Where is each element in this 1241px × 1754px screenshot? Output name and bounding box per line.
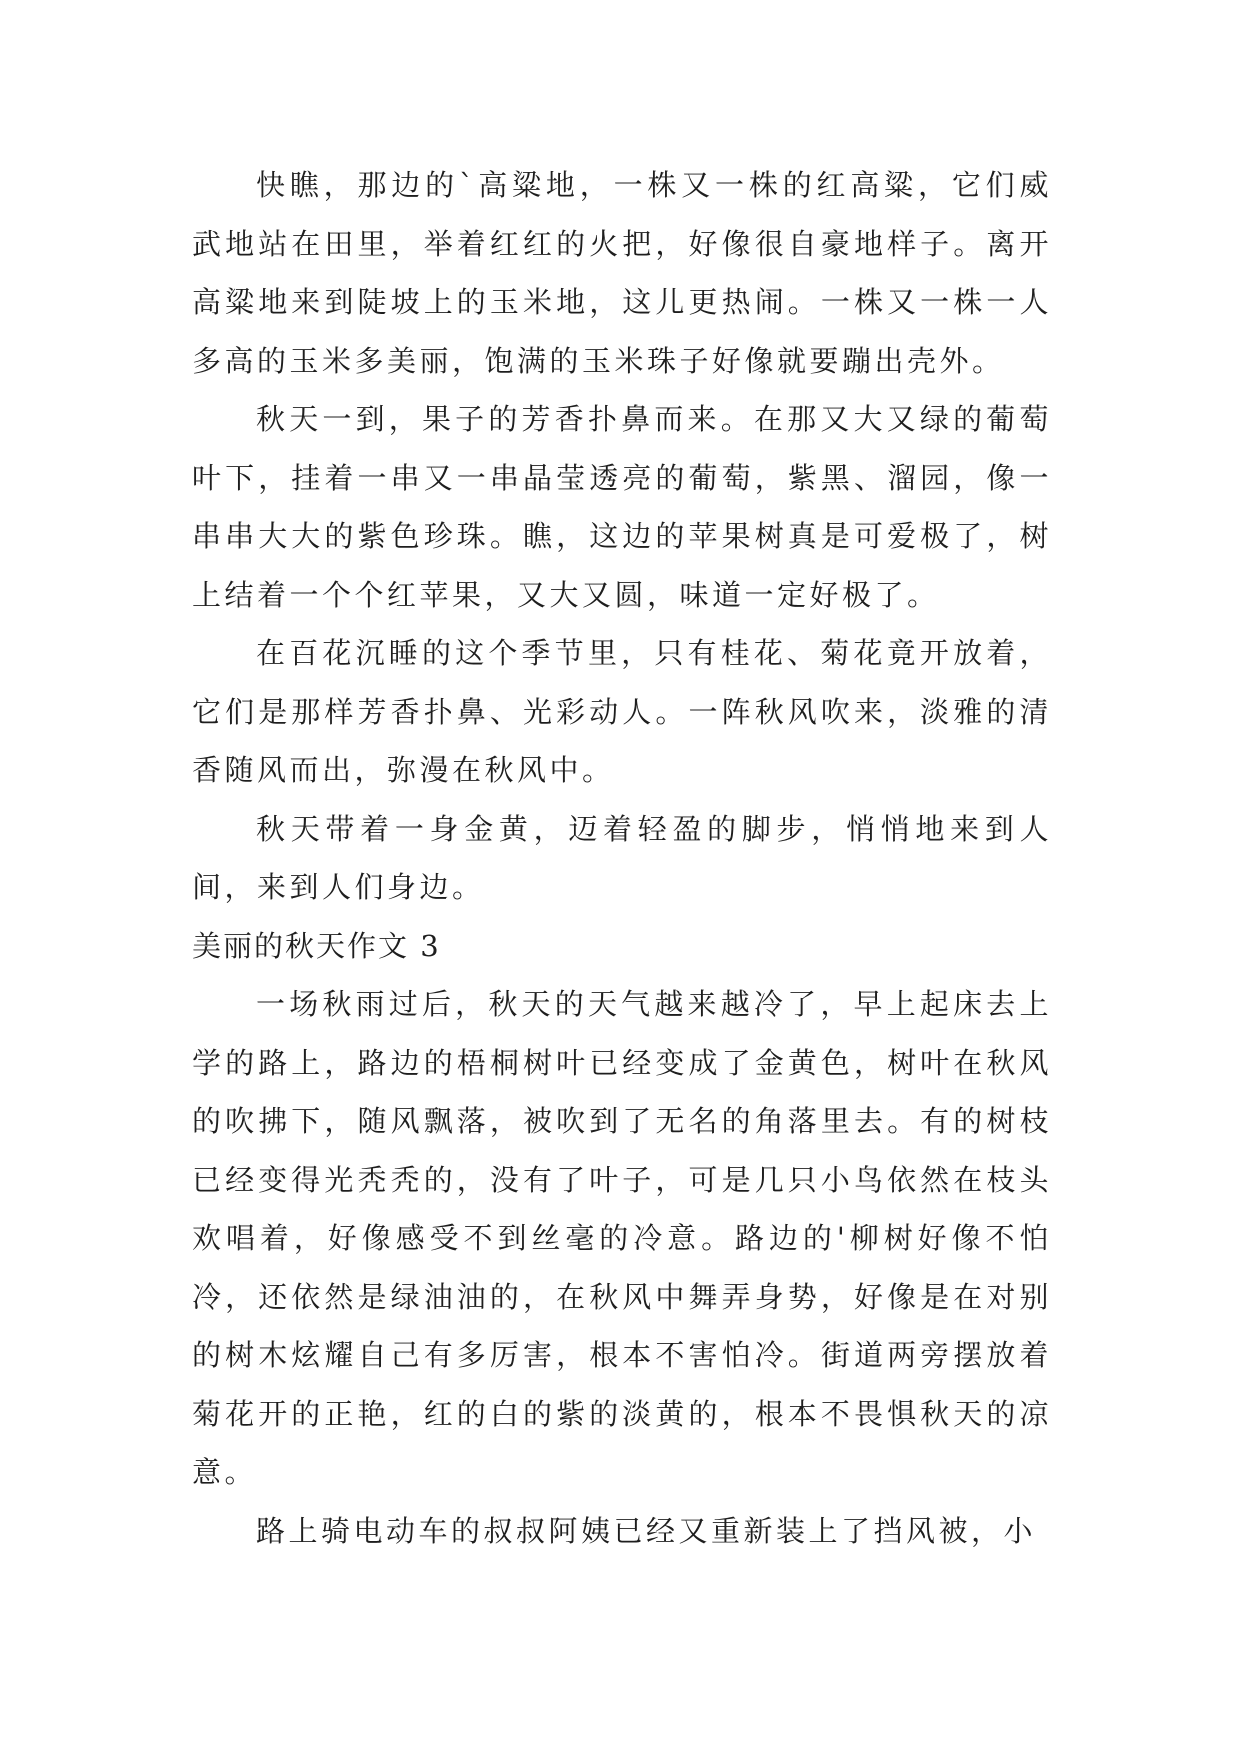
paragraph-autumn-arrives: 秋天带着一身金黄，迈着轻盈的脚步，悄悄地来到人间，来到人们身边。 xyxy=(192,811,1052,904)
paragraph-fruits: 秋天一到，果子的芳香扑鼻而来。在那又大又绿的葡萄叶下，挂着一串又一串晶莹透亮的葡萄，紫黑、溜园，像一串串大大的紫色珍珠。瞧，这边的苹果树真是可爱极了，树上结着一个个红苹果，又大又圆，味道一定好极了。 xyxy=(192,402,1052,612)
paragraph-sorghum-corn: 快瞧，那边的`高粱地，一株又一株的红高粱，它们威武地站在田里，举着红红的火把，好像很自豪地样子。离开高粱地来到陡坡上的玉米地，这儿更热闹。一株又一株一人多高的玉米多美丽，饱满的玉米珠子好像就要蹦出壳外。 xyxy=(192,168,1052,378)
paragraph-autumn-rain: 一场秋雨过后，秋天的天气越来越冷了，早上起床去上学的路上，路边的梧桐树叶已经变成了金黄色，树叶在秋风的吹拂下，随风飘落，被吹到了无名的角落里去。有的树枝已经变得光秃秃的，没有了叶子，可是几只小鸟依然在枝头欢唱着，好像感受不到丝毫的冷意。路边的'柳树好像不怕冷，还依然是绿油油的，在秋风中舞弄身势，好像是在对别的树木炫耀自己有多厉害，根本不害怕冷。街道两旁摆放着菊花开的正艳，红的白的紫的淡黄的，根本不畏惧秋天的凉意。 xyxy=(192,987,1052,1489)
document-body xyxy=(192,156,1052,1560)
paragraph-flowers: 在百花沉睡的这个季节里，只有桂花、菊花竟开放着，它们是那样芳香扑鼻、光彩动人。一阵秋风吹来，淡雅的清香随风而出，弥漫在秋风中。 xyxy=(192,636,1052,787)
paragraph-road-riders: 路上骑电动车的叔叔阿姨已经又重新装上了挡风被，小 xyxy=(256,1513,1037,1548)
essay-heading: 美丽的秋天作文 3 xyxy=(192,928,441,963)
